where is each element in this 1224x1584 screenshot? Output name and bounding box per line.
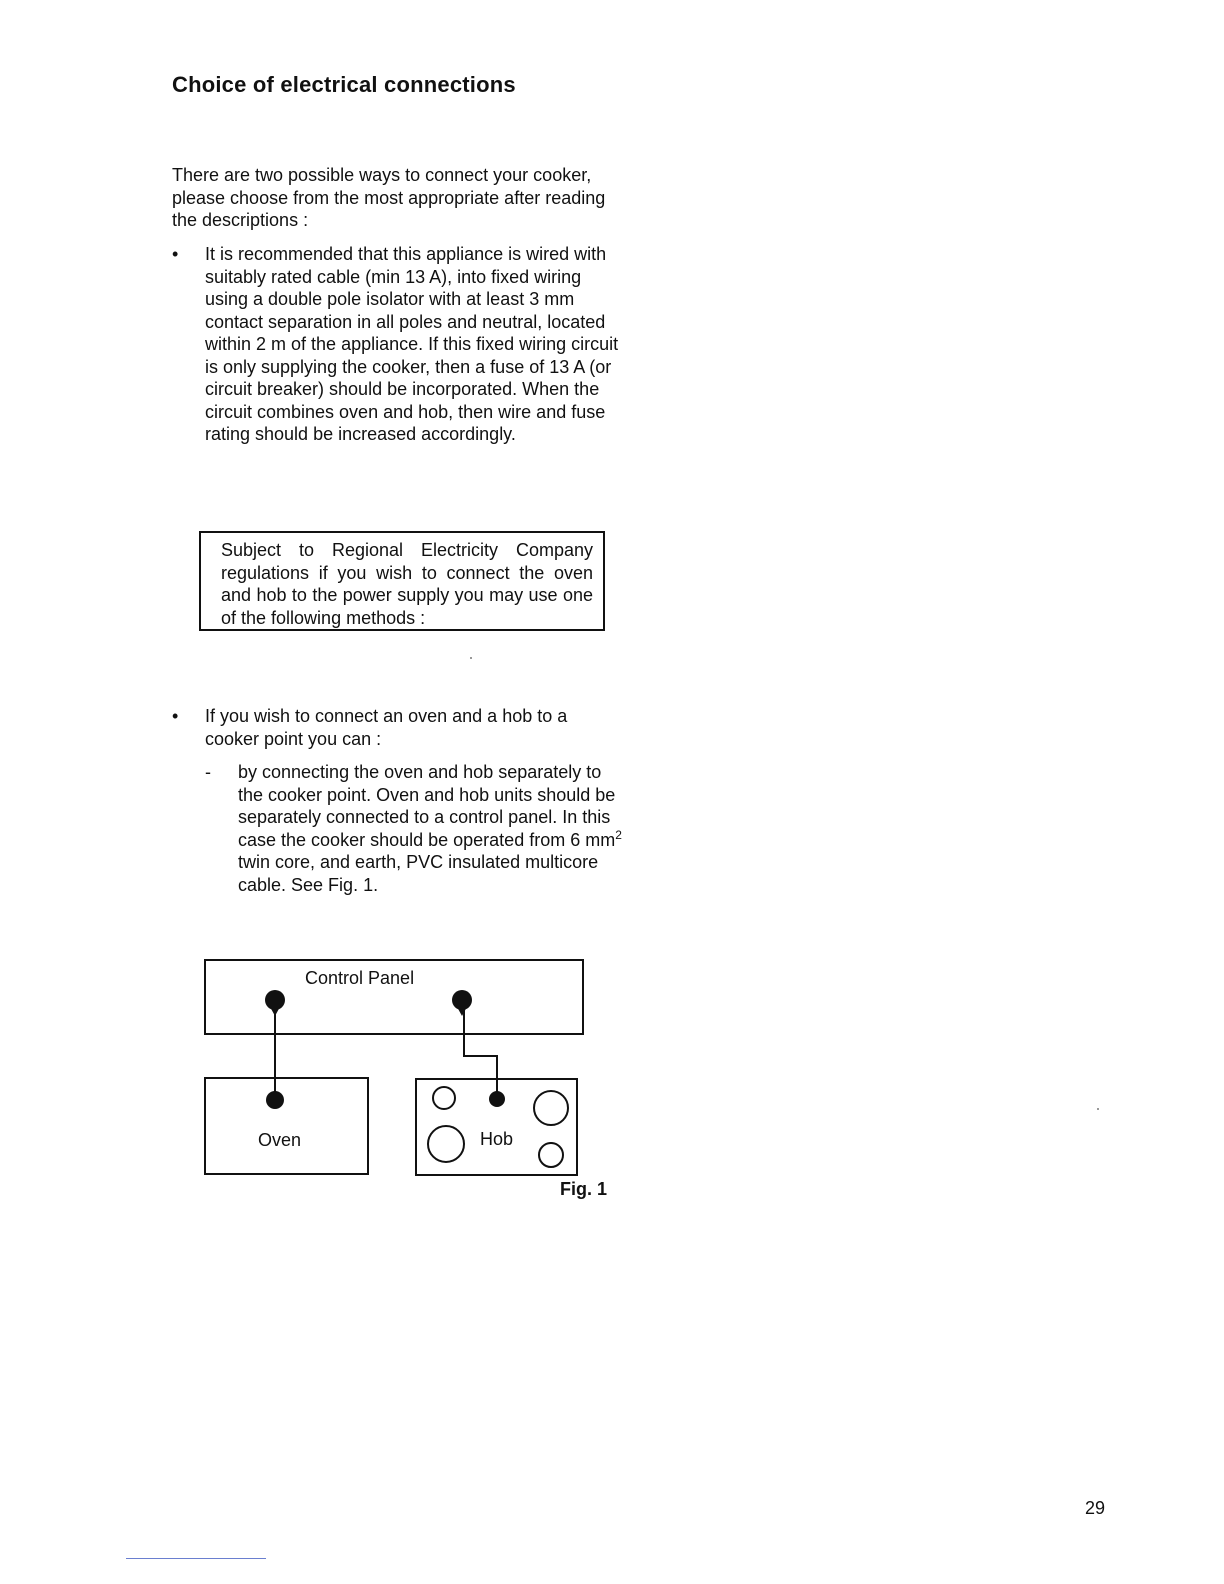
dash-marker: - (205, 762, 211, 782)
hob-label: Hob (480, 1129, 514, 1149)
oven-box (205, 1078, 368, 1174)
page-title: Choice of electrical connections (172, 72, 516, 97)
superscript-squared: 2 (615, 827, 622, 842)
sub-item-text-after: twin core, and earth, PVC insulated multicore cable. See Fig. 1. (238, 852, 599, 895)
page-number: 29 (1085, 1498, 1106, 1518)
scan-speck (470, 657, 472, 659)
bullet-marker: • (172, 706, 179, 726)
intro-paragraph: There are two possible ways to connect your cooker, please choose from the most appropriate after reading the descriptions : (172, 165, 606, 230)
control-panel-label: Control Panel (305, 968, 415, 988)
bottom-rule (126, 1558, 266, 1559)
bullet-text: It is recommended that this appliance is wired with suitably rated cable (min 13 A), into fixed wiring using a double pole isolator with at least 3 mm contact separation in all poles and neutral, located within 2 m of the appliance. If this fixed wiring circuit is only supplying the cooker, then a fuse of 13 A (or circuit breaker) should be incorporated. When the circuit combines oven and hob, then wire and fuse rating should be increased accordingly. (205, 244, 619, 444)
bullet-item-cooker-point (172, 705, 624, 750)
hob-burner-small-top (433, 1087, 455, 1109)
terminal-right-point (456, 1005, 468, 1016)
bullet-text: If you wish to connect an oven and a hob to a cooker point you can : (205, 706, 568, 749)
hob-burner-small-bottom (539, 1143, 563, 1167)
sub-item-text (238, 761, 625, 896)
hob-cable (464, 1010, 497, 1098)
oven-terminal (266, 1091, 284, 1109)
sub-item-separate-connection (205, 761, 625, 896)
figure-caption: Fig. 1 (560, 1179, 608, 1199)
notice-box: Subject to Regional Electricity Company regulations if you wish to connect the oven and hob to the power supply you may use one of the following methods : (199, 531, 605, 631)
bullet-marker: • (172, 244, 179, 264)
sub-item-text-before: by connecting the oven and hob separately to the cooker point. Oven and hob units should be separately connected to a control panel. In this case the cooker should be operated from 6 mm (238, 762, 616, 850)
scan-speck (1097, 1108, 1099, 1110)
wiring-diagram-fig1 (190, 950, 610, 1190)
hob-burner-large-left (428, 1126, 464, 1162)
bullet-item-wiring (172, 243, 624, 446)
hob-burner-large-right (534, 1091, 568, 1125)
hob-terminal (489, 1091, 505, 1107)
oven-label: Oven (258, 1130, 302, 1150)
